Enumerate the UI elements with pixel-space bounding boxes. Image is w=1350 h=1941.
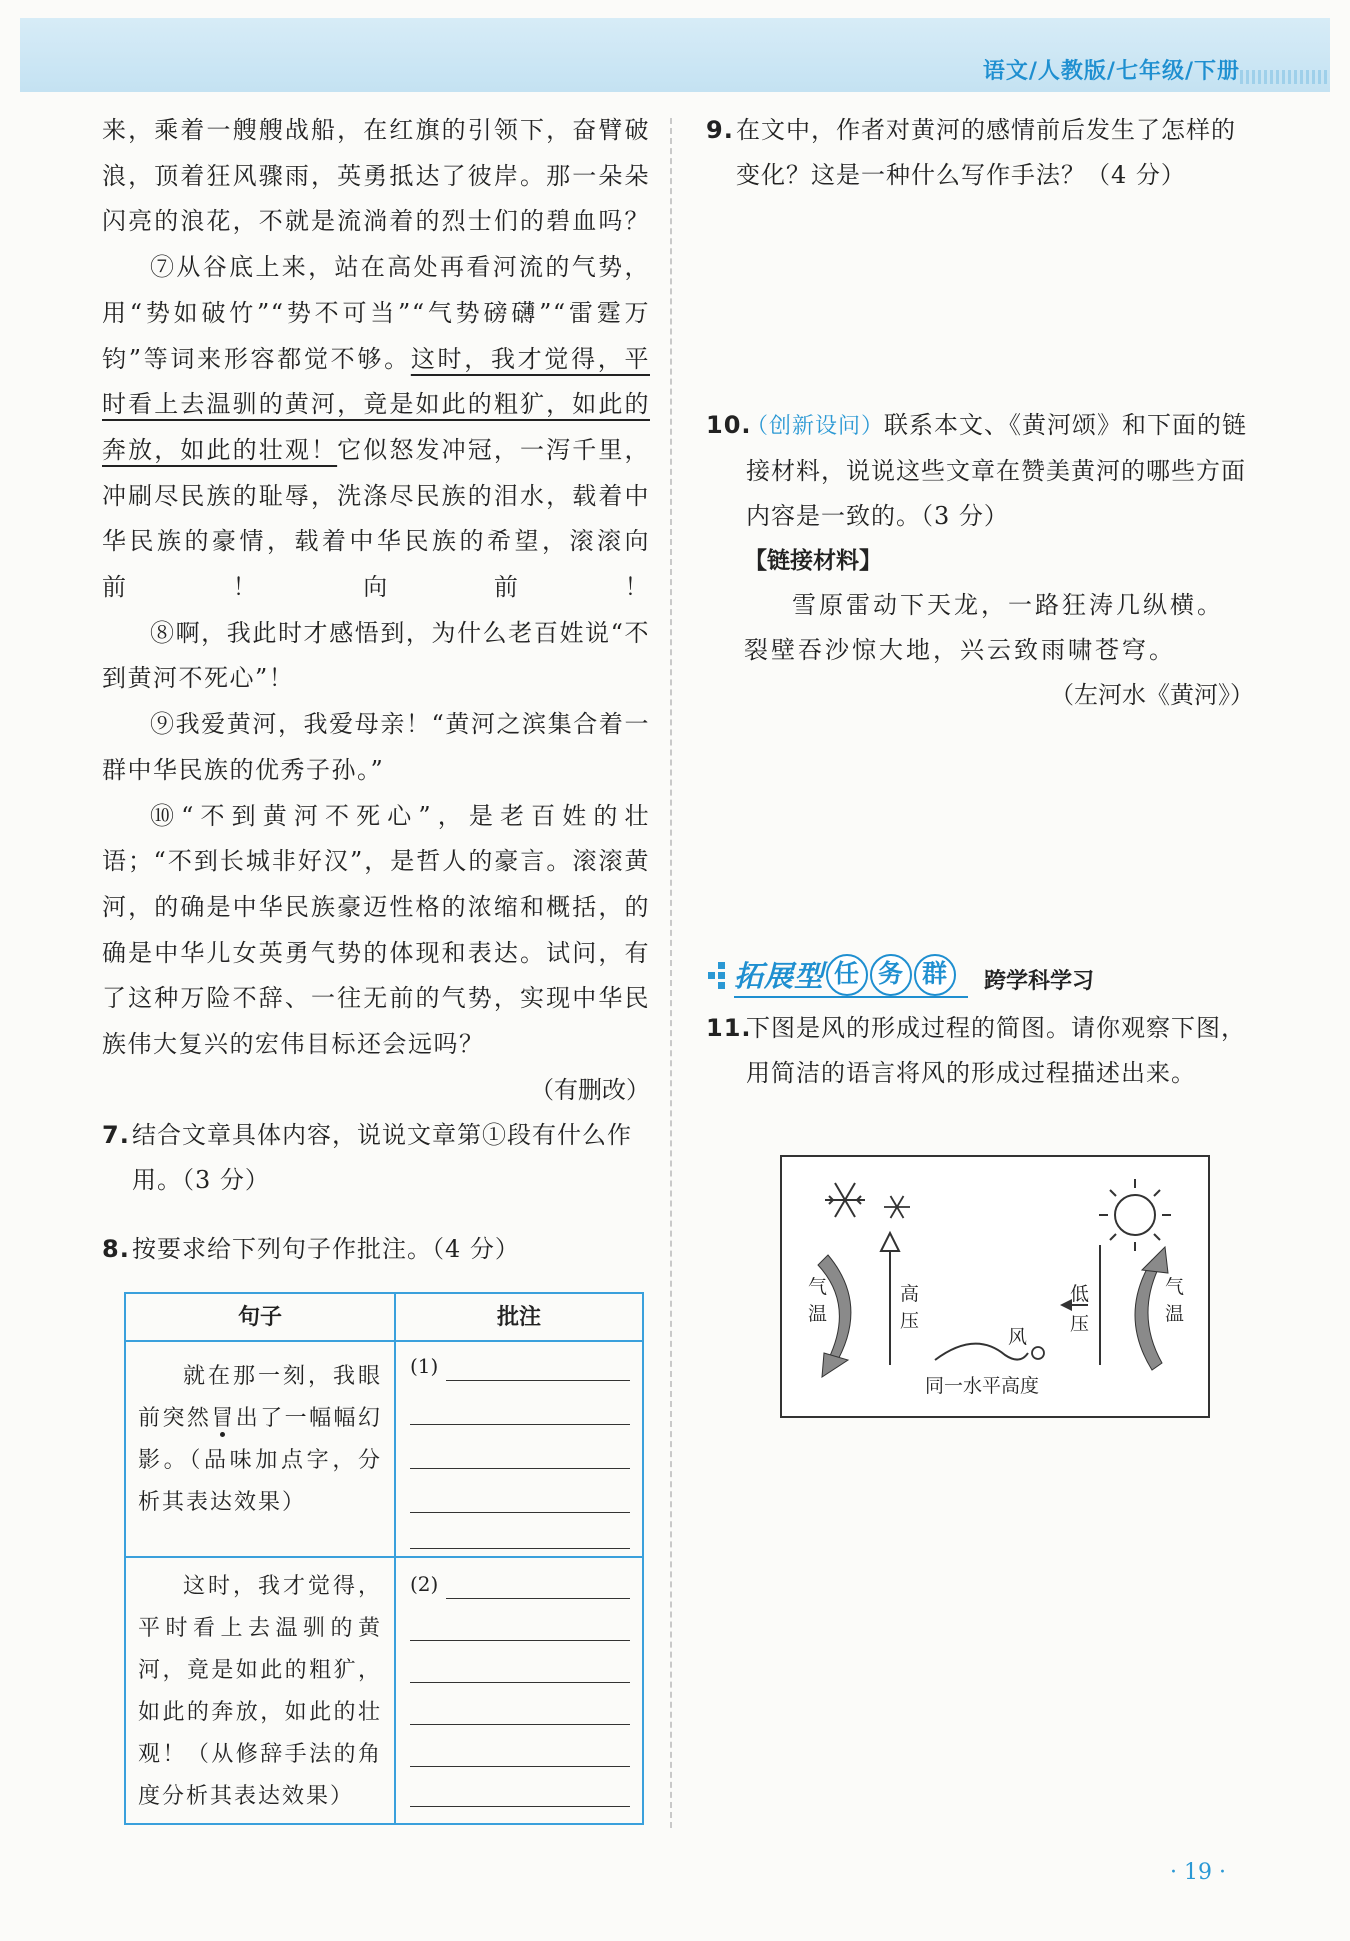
question-7-number: 7. (102, 1120, 130, 1149)
header-label: 语文/人教版/七年级/下册 (982, 59, 1240, 84)
right-column (706, 108, 1254, 718)
label-same-height: 同一水平高度 (925, 1375, 1040, 1397)
label-right-qi: 气 (1165, 1276, 1185, 1298)
question-11-text: 下图是风的形成过程的简图。请你观察下图，用简洁的语言将风的形成过程描述出来。 (746, 1014, 1246, 1087)
question-11-number: 11. (706, 1014, 752, 1042)
table-header-annotation: 批注 (396, 1294, 642, 1342)
label-gao: 高 (900, 1283, 920, 1305)
label-ya-high: 压 (900, 1310, 920, 1332)
passage-paragraph-7 (102, 245, 650, 611)
poem-line-1: 雪原雷动下天龙，一路狂涛几纵横。 (792, 591, 1224, 619)
extension-task-banner (702, 952, 1122, 1000)
question-11 (706, 1006, 1254, 1096)
left-column (102, 108, 650, 1272)
emphasized-character: 冒 (211, 1406, 235, 1431)
answer-label-1: (1) (410, 1354, 439, 1378)
innovative-question-tag: （创新设问） (746, 414, 885, 439)
table-vertical-divider (394, 1294, 396, 1823)
question-9 (706, 108, 1254, 198)
question-8-number: 8. (102, 1234, 130, 1263)
paragraph-7-underlined-sentence: 这时，我才觉得，平时看上去温驯的黄河，竟是如此的粗犷，如此的奔放，如此的壮观！ (102, 344, 650, 464)
passage-paragraph-8: ⑧啊，我此时才感悟到，为什么老百姓说“不到黄河不死心”！ (102, 618, 650, 693)
passage-source: （有删改） (530, 1075, 650, 1104)
question-11-block (706, 1006, 1254, 1096)
question-8 (102, 1227, 650, 1272)
passage-paragraph-9: ⑨我爱黄河，我爱母亲！“黄河之滨集合着一群中华民族的优秀子孙。” (102, 710, 650, 784)
question-9-text: 在文中，作者对黄河的感情前后发生了怎样的变化？这是一种什么写作手法？（4 分） (736, 116, 1236, 189)
table-row-divider (126, 1556, 642, 1558)
paragraph-7-part-a: ⑦从谷底上来，站在高处再看河流的气势，用“势如破竹”“势不可当”“气势磅礴”“雷霆万钧”等词来形容都觉不够。 (102, 253, 650, 373)
task-group-title: 拓展型 任 务 群 (734, 954, 956, 996)
page-number: · 19 · (1170, 1860, 1226, 1885)
label-left-wen: 温 (808, 1303, 828, 1325)
label-wind: 风 (1008, 1326, 1028, 1348)
annotation-table (124, 1292, 644, 1825)
question-10-number: 10. (706, 411, 752, 439)
poem-line-2: 裂壁吞沙惊大地，兴云致雨啸苍穹。 (744, 636, 1176, 664)
passage-paragraph-6-end: 来，乘着一艘艘战船，在红旗的引领下，奋臂破浪，顶着狂风骤雨，英勇抵达了彼岸。那一朵朵闪亮的浪花，不就是流淌着的烈士们的碧血吗？ (102, 116, 650, 236)
paragraph-7-part-b: 它似怒发冲冠，一泻千里，冲刷尽民族的耻辱，洗涤尽民族的泪水，载着中华民族的豪情，载着中华民族的希望，滚滚向前！向前！ (102, 435, 650, 602)
question-10-text: 联系本文、《黄河颂》和下面的链接材料，说说这些文章在赞美黄河的哪些方面内容是一致的。（3 分） (746, 411, 1248, 530)
table-header-sentence: 句子 (126, 1294, 394, 1342)
table-row-1-sentence: 就在那一刻，我眼前突然冒 出了一幅幅幻影。（品味加点字，分析其表达效果） (138, 1364, 382, 1515)
answer-label-2: (2) (410, 1572, 439, 1596)
table-row-2-sentence: 这时，我才觉得，平时看上去温驯的黄河，竟是如此的粗犷，如此的奔放，如此的壮观！（从修辞手法的角度分析其表达效果） (138, 1574, 382, 1809)
column-divider (670, 118, 672, 1828)
question-10 (706, 403, 1254, 539)
question-9-number: 9. (706, 116, 734, 144)
label-right-wen: 温 (1165, 1303, 1185, 1325)
question-8-text: 按要求给下列句子作批注。（4 分） (132, 1234, 520, 1263)
task-group-subtitle: 跨学科学习 (984, 969, 1095, 994)
label-di: 低 (1070, 1283, 1090, 1305)
question-7 (102, 1113, 650, 1203)
passage-paragraph-10: ⑩“不到黄河不死心”，是老百姓的壮语；“不到长城非好汉”，是哲人的豪言。滚滚黄河，的确是中华民族豪迈性格的浓缩和概括，的确是中华儿女英勇气势的体现和表达。试问，有了这种万险不辞、一往无前的气势，实现中华民族伟大复兴的宏伟目标还会远吗？ (102, 801, 650, 1059)
poem-source: （左河水《黄河》） (1050, 681, 1254, 709)
label-ya-low: 压 (1070, 1313, 1090, 1335)
link-material-title: 【链接材料】 (744, 548, 882, 574)
wind-formation-diagram (780, 1155, 1210, 1418)
label-left-qi: 气 (808, 1276, 828, 1298)
question-7-text: 结合文章具体内容，说说文章第①段有什么作用。（3 分） (132, 1120, 632, 1194)
